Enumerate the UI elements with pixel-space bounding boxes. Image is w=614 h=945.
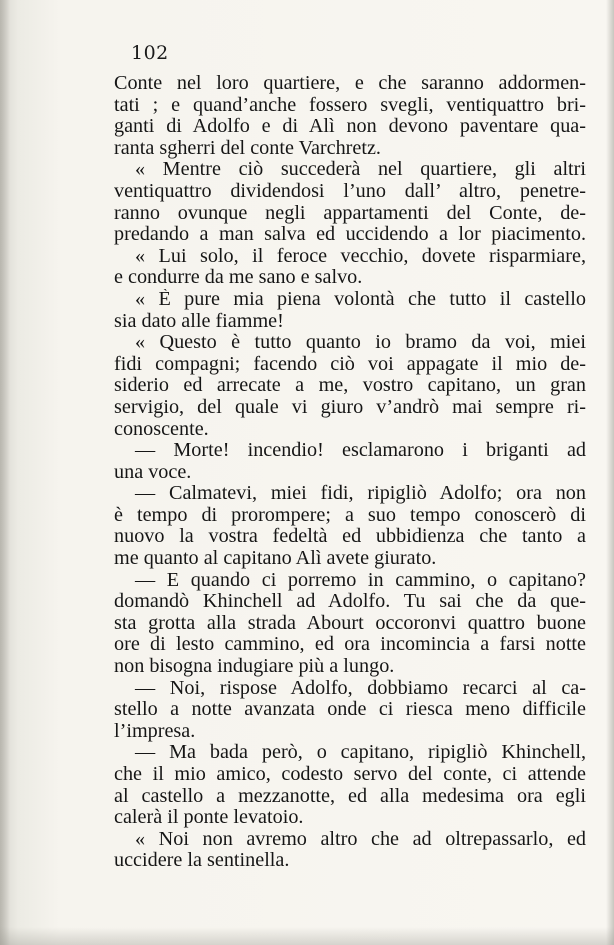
text-line: Conte nel loro quartiere, e che saranno addormen-	[114, 73, 586, 94]
text-line: — Noi, rispose Adolfo, dobbiamo recarci al ca-	[135, 677, 586, 699]
text-line: non bisogna indugiare più a lungo.	[114, 656, 395, 678]
page-edge-shadow	[606, 0, 614, 945]
text-line: fidi compagni; facendo ciò voi appagate il mio de-	[114, 353, 586, 375]
text-line: « Lui solo, il feroce vecchio, dovete risparmiare,	[135, 245, 586, 267]
page-bottom-shadow	[0, 927, 614, 945]
text-line: uccidere la sentinella.	[114, 850, 290, 872]
text-line: tati ; e quand’anche fossero svegli, ventiquattro bri-	[114, 94, 586, 116]
text-line: ranta sgherri del conte Varchretz.	[114, 137, 381, 159]
page-number: 102	[131, 42, 169, 64]
text-line: e condurre da me sano e salvo.	[114, 267, 363, 289]
text-line: è tempo di prorompere; a suo tempo conoscerò di	[114, 504, 586, 526]
spine-shadow	[0, 0, 10, 945]
text-line: stello a notte avanzata onde ci riesca meno difficile	[114, 699, 586, 721]
text-line: « Mentre ciò succederà nel quartiere, gli altri	[135, 159, 586, 181]
text-line: siderio ed arrecate a me, vostro capitano, un gran	[114, 375, 586, 397]
text-line: « Questo è tutto quanto io bramo da voi, miei	[135, 332, 586, 354]
text-line: ganti di Adolfo e di Alì non devono paventare qua-	[114, 116, 586, 138]
text-line: servigio, del quale vi giuro v’andrò mai sempre ri-	[114, 396, 586, 418]
text-line: me quanto al capitano Alì avete giurato.	[114, 548, 437, 570]
text-line: una voce.	[114, 461, 192, 483]
text-line: sta grotta alla strada Abourt occoronvi quattro buone	[114, 612, 586, 634]
text-line: ventiquattro dividendosi l’uno dall’ altro, penetre-	[114, 180, 586, 202]
text-line: ore di lesto cammino, ed ora incomincia a farsi notte	[114, 634, 586, 656]
text-line: conoscente.	[114, 418, 209, 440]
text-line: che il mio amico, codesto servo del conte, ci attende	[114, 764, 586, 785]
text-line: l’impresa.	[114, 720, 196, 742]
text-line: — Ma bada però, o capitano, ripigliò Khinchell,	[135, 742, 586, 764]
text-line: — Calmatevi, miei fidi, ripigliò Adolfo; ora non	[135, 483, 586, 505]
text-line: sia dato alle fiamme!	[114, 310, 284, 332]
text-line: ranno ovunque negli appartamenti del Conte, de-	[114, 202, 586, 224]
text-line: « Noi non avremo altro che ad oltrepassarlo, ed	[135, 828, 586, 850]
text-line: — Morte! incendio! esclamarono i briganti ad	[135, 440, 586, 462]
text-line: calerà il ponte levatoio.	[114, 807, 304, 829]
text-line: nuovo la vostra fedeltà ed ubbidienza che tanto a	[114, 526, 586, 548]
text-line: « È pure mia piena volontà che tutto il castello	[135, 288, 586, 310]
text-line: al castello a mezzanotte, ed alla medesima ora egli	[114, 785, 586, 807]
text-line: predando a man salva ed uccidendo a lor piacimento.	[114, 224, 586, 246]
text-line: domandò Khinchell ad Adolfo. Tu sai che da que-	[114, 591, 586, 613]
page-text	[114, 73, 586, 872]
text-line: — E quando ci porremo in cammino, o capitano?	[135, 569, 586, 591]
